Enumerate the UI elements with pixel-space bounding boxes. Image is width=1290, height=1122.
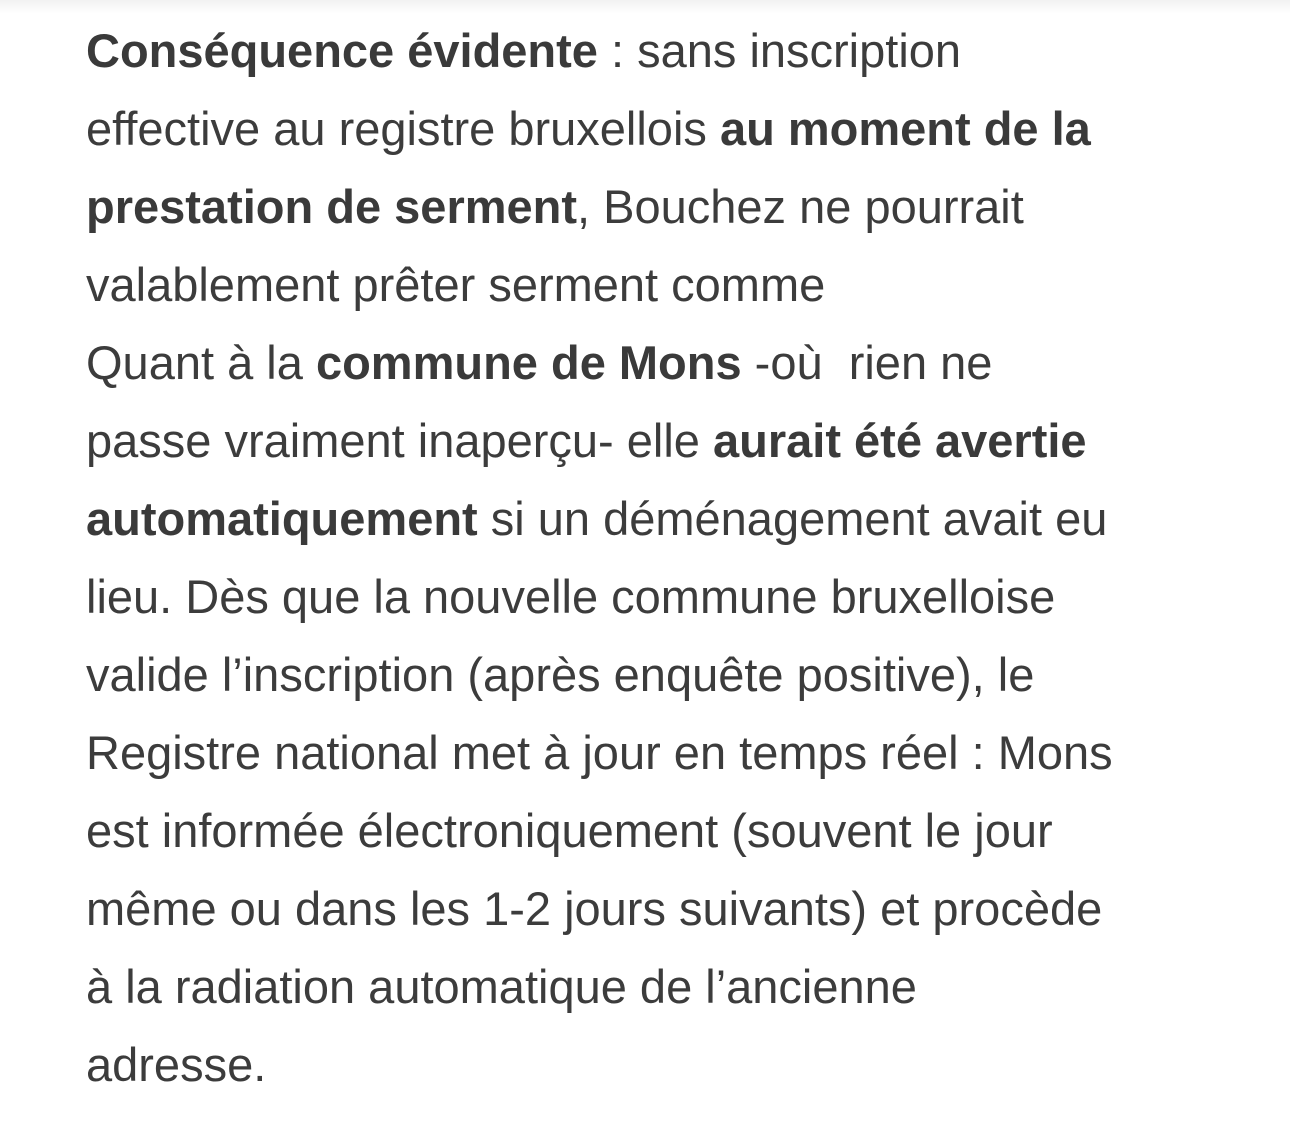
bold-phrase: commune de Mons xyxy=(315,336,742,389)
text-run: , Bouchez ne pourrait xyxy=(577,180,1024,233)
text-run: est informée électroniquement (souvent le jour xyxy=(86,804,1053,857)
text-run: si un déménagement avait eu xyxy=(477,492,1108,545)
text-line xyxy=(86,636,1246,714)
text-run: même ou dans les 1-2 jours suivants) et procède xyxy=(86,882,1103,935)
bold-phrase: automatiquement xyxy=(86,492,478,545)
text-line xyxy=(86,402,1246,480)
text-run: adresse. xyxy=(86,1038,267,1091)
text-line xyxy=(86,714,1246,792)
bold-phrase: Conséquence évidente xyxy=(86,24,598,77)
text-run: lieu. Dès que la nouvelle commune bruxelloise xyxy=(86,570,1056,623)
text-line xyxy=(86,168,1246,246)
text-run: à la radiation automatique de l’ancienne xyxy=(86,960,917,1013)
text-line xyxy=(86,324,1246,402)
bold-phrase: aurait été avertie xyxy=(712,414,1087,467)
text-run: passe vraiment inaperçu- elle xyxy=(86,414,713,467)
text-run: effective au registre bruxellois xyxy=(86,102,720,155)
bold-phrase: au moment de la xyxy=(719,102,1091,155)
text-line xyxy=(86,1026,1246,1104)
text-run: Quant à la xyxy=(86,336,316,389)
text-line xyxy=(86,480,1246,558)
text-run: Registre national met à jour en temps réel : Mons xyxy=(86,726,1113,779)
text-run: -où rien ne xyxy=(741,336,993,389)
text-run: valide l’inscription (après enquête positive), le xyxy=(86,648,1035,701)
text-run: valablement prêter serment comme xyxy=(86,258,826,311)
text-run: : sans inscription xyxy=(597,24,962,77)
text-line xyxy=(86,12,1246,90)
text-line xyxy=(86,948,1246,1026)
bold-phrase: prestation de serment xyxy=(86,180,578,233)
text-line xyxy=(86,870,1246,948)
text-line xyxy=(86,558,1246,636)
text-line xyxy=(86,90,1246,168)
text-line xyxy=(86,792,1246,870)
text-line xyxy=(86,246,1246,324)
message-text xyxy=(86,12,1246,1104)
